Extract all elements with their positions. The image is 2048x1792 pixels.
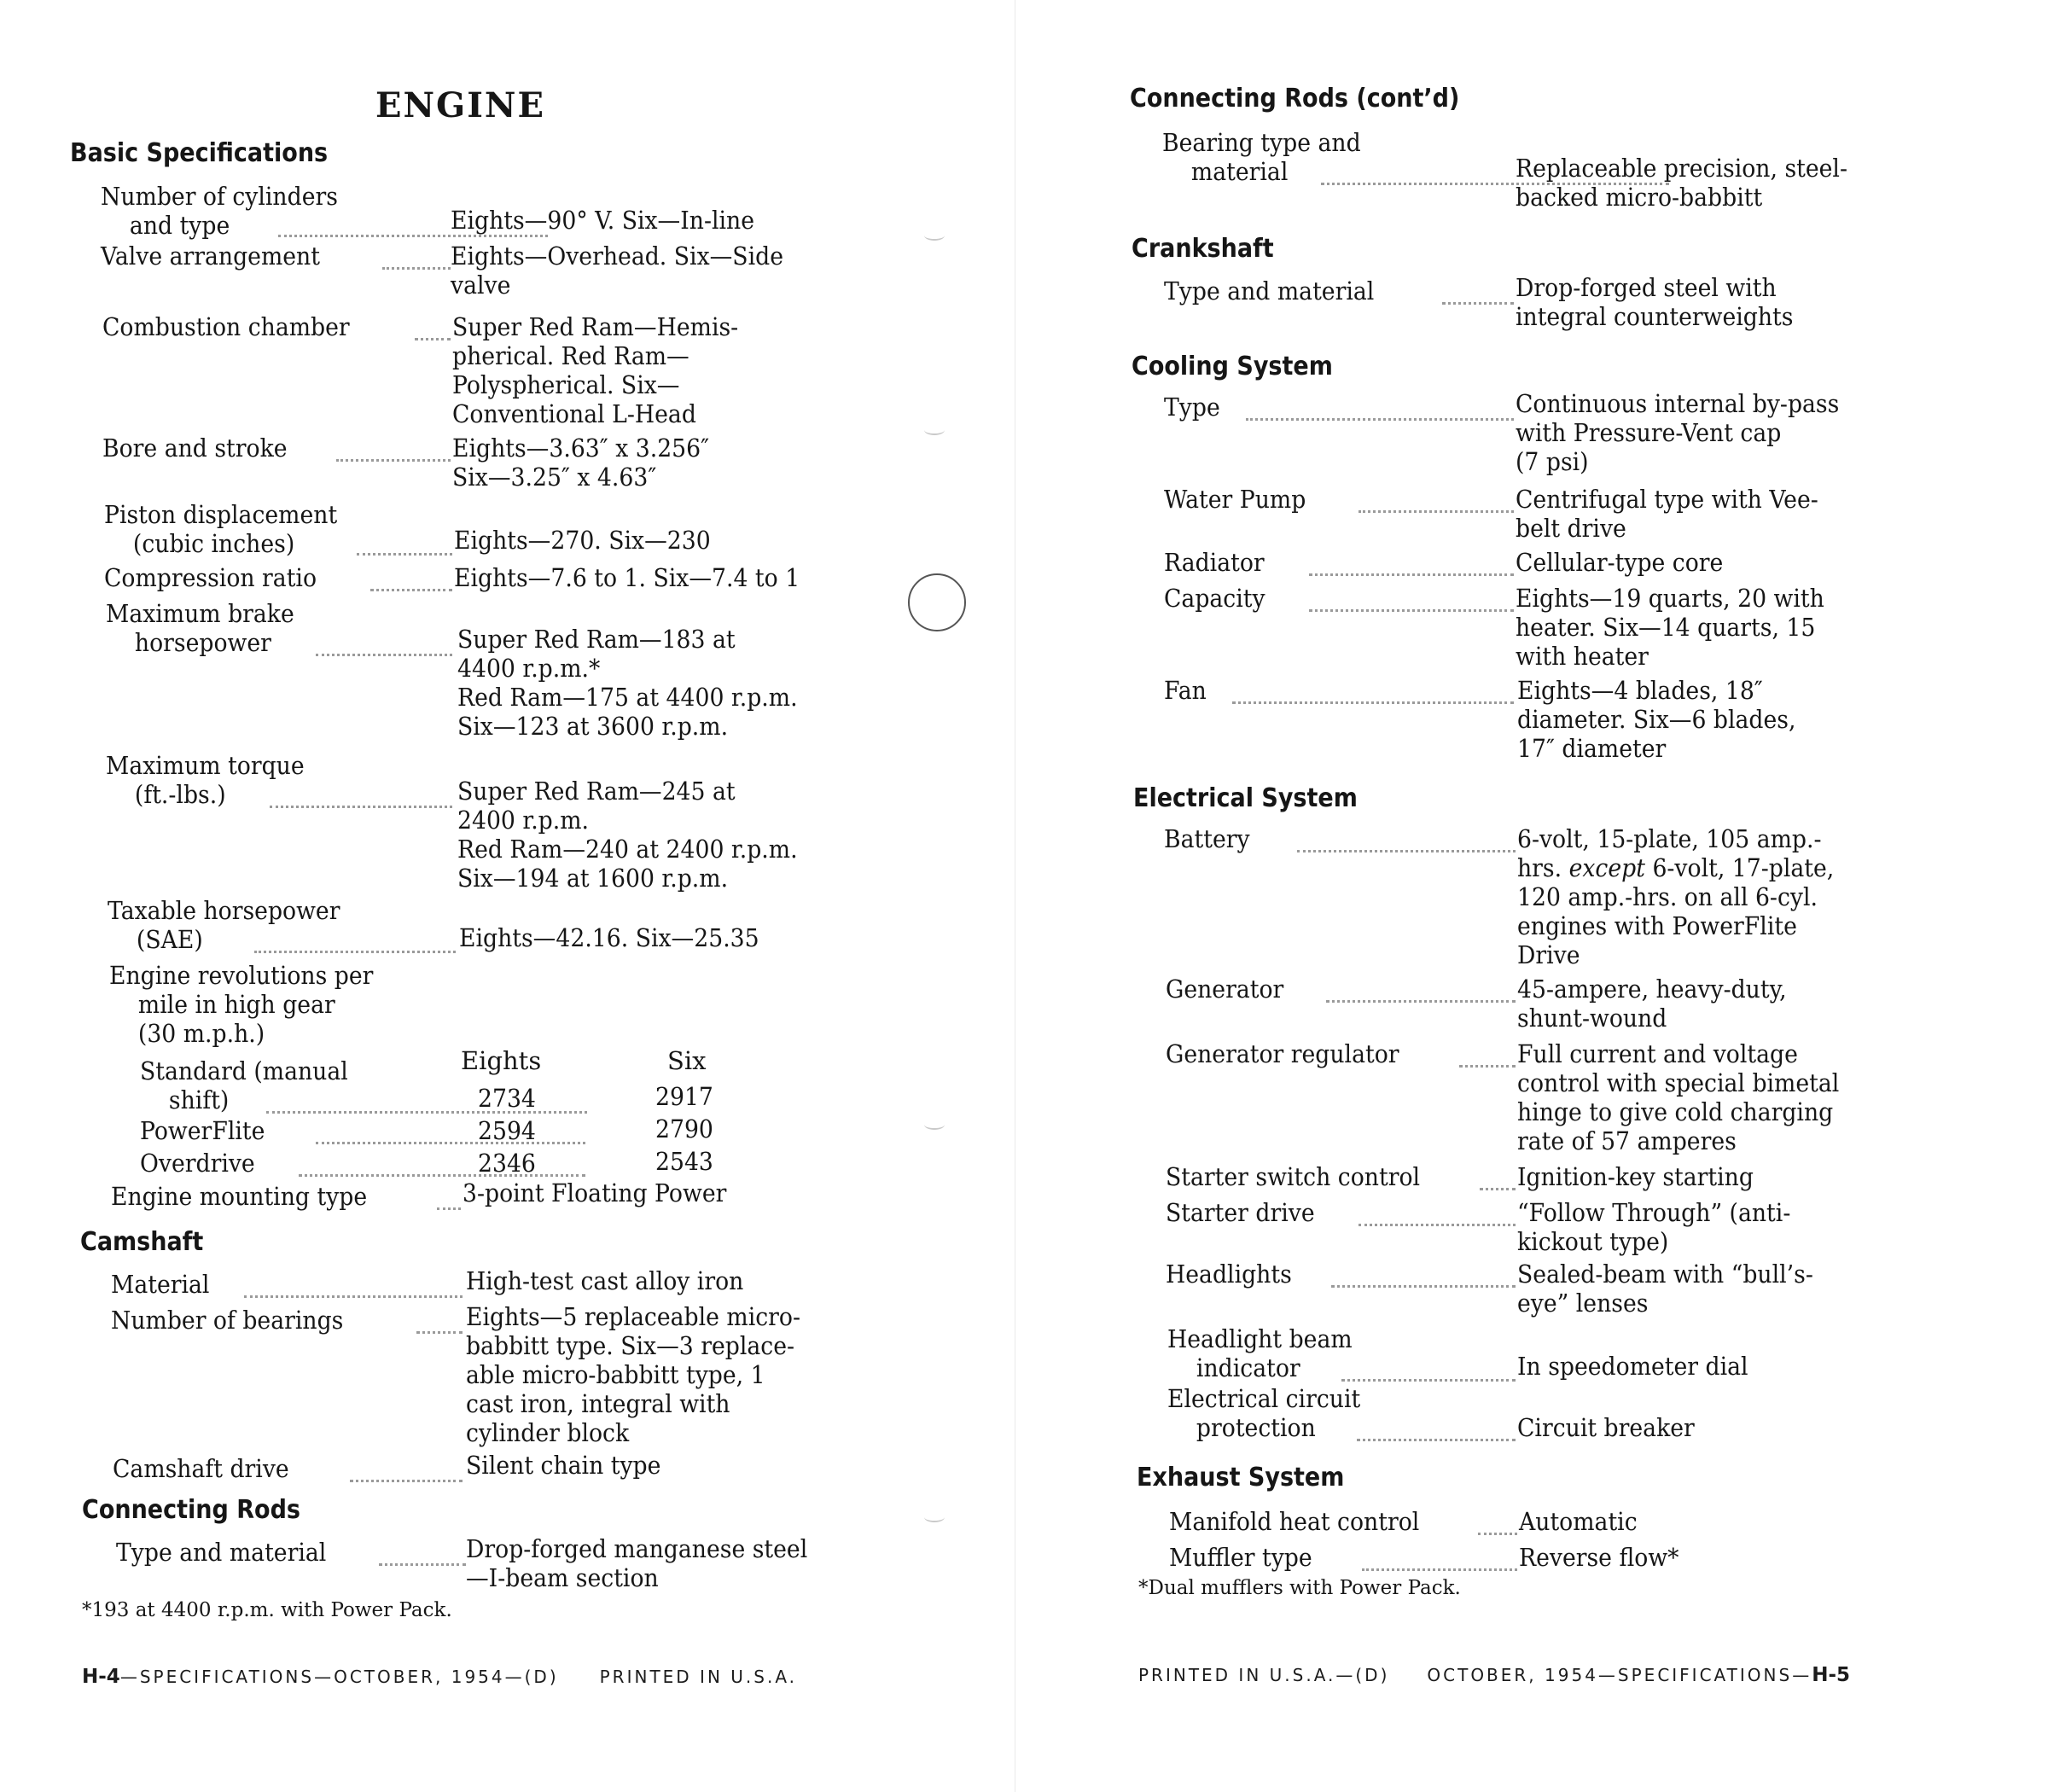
spec-value: “Follow Through” (anti- kickout type) — [1517, 1198, 1791, 1256]
table-row — [140, 1116, 823, 1145]
spec-row-fan — [1164, 676, 2017, 765]
battery-value-part: 6-volt, 15-plate, 105 amp.- hrs. — [1517, 824, 1822, 882]
page-title: ENGINE — [375, 85, 545, 125]
spec-label: Type and material — [116, 1538, 327, 1567]
spec-value — [1517, 824, 1834, 969]
spec-value: Eights—19 quarts, 20 with heater. Six—14 quarts, 15 with heater — [1516, 584, 1824, 671]
spec-value: Drop-forged manganese steel —I-beam section — [466, 1534, 808, 1592]
spec-label: Bore and stroke — [102, 433, 288, 463]
spec-value: Super Red Ram—Hemis- pherical. Red Ram— Polyspherical. Six— Conventional L-Head — [452, 312, 739, 428]
spec-label: Fan — [1164, 676, 1207, 705]
spec-value: Automatic — [1519, 1507, 1638, 1536]
spec-value: Full current and voltage control with special bimetal hinge to give cold charging rate of 57 amperes — [1517, 1039, 1840, 1155]
section-heading-connecting-rods: Connecting Rods — [82, 1495, 300, 1525]
spec-value: Eights—4 blades, 18″ diameter. Six—6 blades, 17″ diameter — [1517, 676, 1796, 763]
spec-label: Camshaft drive — [113, 1454, 289, 1483]
spec-value: Drop-forged steel with integral counterweights — [1516, 273, 1794, 331]
spec-row-generator-regulator — [1166, 1039, 2019, 1157]
spec-label: Generator — [1166, 975, 1284, 1004]
binder-mark — [924, 1120, 945, 1130]
footnote: *193 at 4400 r.p.m. with Power Pack. — [82, 1599, 452, 1621]
table-row — [140, 1149, 823, 1178]
binder-mark — [924, 230, 945, 241]
spec-value: Super Red Ram—183 at 4400 r.p.m.* Red Ram—175 at 4400 r.p.m. Six—123 at 3600 r.p.m. — [457, 625, 798, 741]
spec-row-muffler-type — [1169, 1543, 2022, 1572]
spec-row-water-pump — [1164, 485, 2017, 544]
spec-value: Sealed-beam with “bull’s- eye” lenses — [1517, 1260, 1813, 1318]
spec-label: Compression ratio — [104, 563, 317, 592]
page-footer — [82, 1666, 797, 1688]
footer-text: OCTOBER, 1954—SPECIFICATIONS— — [1427, 1665, 1812, 1685]
section-heading-connecting-rods-contd: Connecting Rods (cont’d) — [1130, 84, 1460, 113]
leader-dots — [270, 806, 452, 808]
spec-label: Starter switch control — [1166, 1162, 1421, 1191]
spec-row-headlight-beam — [1167, 1324, 2021, 1384]
spec-label: Piston displacement (cubic inches) — [104, 500, 338, 558]
table-header-eights: Eights — [461, 1046, 542, 1075]
spec-value: 3-point Floating Power — [463, 1178, 727, 1207]
spec-label: Starter drive — [1166, 1198, 1315, 1227]
spec-value: Circuit breaker — [1517, 1413, 1695, 1442]
leader-dots — [316, 654, 452, 656]
spec-label: Bearing type and material — [1162, 128, 1361, 186]
spec-row-camshaft-material — [111, 1266, 862, 1299]
section-heading-basic-specifications: Basic Specifications — [70, 138, 329, 168]
spec-row-camshaft-drive — [113, 1451, 864, 1483]
spec-row-bearing-type — [1162, 128, 2016, 212]
binder-mark — [924, 425, 945, 435]
right-page — [1024, 0, 2048, 1792]
spec-value: Eights—5 replaceable micro- babbitt type. Six—3 replace- able micro-babbitt type, 1 cast iron, integral with cylinder block — [466, 1302, 801, 1447]
spec-row-circuit-protection — [1167, 1384, 2021, 1444]
spec-value: Eights—42.16. Six—25.35 — [459, 923, 759, 952]
leader-dots — [1309, 609, 1514, 612]
leader-dots — [316, 1142, 585, 1144]
leader-dots — [1362, 1568, 1517, 1571]
spec-label: Electrical circuit protection — [1167, 1384, 1361, 1442]
section-heading-exhaust-system: Exhaust System — [1137, 1463, 1345, 1492]
leader-dots — [266, 1111, 587, 1114]
leader-dots — [370, 589, 452, 591]
leader-dots — [254, 951, 456, 953]
spec-label: Maximum brake horsepower — [106, 599, 294, 657]
spec-row-bore-stroke — [102, 433, 853, 493]
leader-dots — [1232, 701, 1514, 704]
spec-value: Silent chain type — [466, 1451, 661, 1480]
leader-dots — [350, 1480, 463, 1482]
leader-dots — [357, 553, 452, 556]
spec-row-engine-revolutions — [109, 961, 621, 1050]
footnote: *Dual mufflers with Power Pack. — [1138, 1577, 1461, 1599]
page-number: H-5 — [1812, 1664, 1851, 1686]
spec-label: Number of cylinders and type — [101, 182, 338, 240]
leader-dots — [1246, 418, 1514, 421]
gear-eights-value: 2346 — [478, 1149, 536, 1178]
spec-label: Muffler type — [1169, 1543, 1312, 1572]
leader-dots — [1459, 1065, 1516, 1068]
gear-label: PowerFlite — [140, 1116, 265, 1145]
table-row — [140, 1056, 823, 1114]
leader-dots — [336, 459, 451, 462]
spec-row-compression-ratio — [104, 563, 855, 597]
spec-label: Manifold heat control — [1169, 1507, 1420, 1536]
battery-value-part: 6-volt, 17-plate, 120 amp.-hrs. on all 6-cyl. engines with PowerFlite Drive — [1517, 853, 1835, 969]
leader-dots — [1359, 510, 1514, 513]
spec-value: Ignition-key starting — [1517, 1162, 1754, 1191]
spec-label: Battery — [1164, 824, 1250, 853]
footer-text: —SPECIFICATIONS—OCTOBER, 1954—(D) — [119, 1667, 559, 1687]
spec-row-starter-switch — [1166, 1162, 2019, 1191]
spec-row-valve-arrangement — [101, 241, 852, 301]
leader-dots — [244, 1295, 463, 1298]
spec-value: Reverse flow* — [1519, 1543, 1679, 1572]
binder-hole — [908, 573, 966, 631]
spec-label: Type — [1164, 393, 1220, 422]
spec-row-battery — [1164, 824, 2017, 973]
spec-label: Water Pump — [1164, 485, 1306, 514]
spec-label: Valve arrangement — [101, 241, 320, 271]
footer-printed: PRINTED IN U.S.A.—(D) — [1138, 1665, 1390, 1685]
section-heading-camshaft: Camshaft — [80, 1227, 204, 1257]
leader-dots — [1309, 573, 1514, 576]
spec-label: Maximum torque (ft.-lbs.) — [106, 751, 305, 809]
leader-dots — [1359, 1224, 1516, 1226]
spec-value: Eights—270. Six—230 — [454, 526, 711, 555]
spec-row-radiator — [1164, 548, 2017, 577]
spec-value: Cellular-type core — [1516, 548, 1724, 577]
spec-label: Type and material — [1164, 276, 1375, 305]
spec-row-cooling-type — [1164, 389, 2017, 481]
spec-row-cylinders — [101, 182, 852, 241]
leader-dots — [1442, 302, 1514, 305]
section-heading-crankshaft: Crankshaft — [1132, 234, 1274, 264]
leader-dots — [382, 267, 451, 270]
gear-eights-value: 2594 — [478, 1116, 536, 1145]
leader-dots — [415, 338, 451, 340]
page-footer — [1138, 1664, 1850, 1686]
spec-row-brake-horsepower — [106, 599, 857, 744]
spec-row-maximum-torque — [106, 751, 857, 896]
spec-label: Headlight beam indicator — [1167, 1324, 1353, 1382]
spec-value: High-test cast alloy iron — [466, 1266, 744, 1295]
spec-label: Number of bearings — [111, 1306, 344, 1335]
leader-dots — [1341, 1379, 1516, 1382]
spec-row-crankshaft-type — [1164, 273, 2017, 336]
spec-label: Material — [111, 1270, 210, 1299]
gear-label: Standard (manual shift) — [140, 1056, 348, 1114]
spec-label: Engine mounting type — [111, 1182, 368, 1211]
spec-row-generator — [1166, 975, 2019, 1034]
spec-row-piston-displacement — [104, 500, 855, 560]
spec-label: Capacity — [1164, 584, 1265, 613]
spec-value: 45-ampere, heavy-duty, shunt-wound — [1517, 975, 1787, 1033]
spec-label: Radiator — [1164, 548, 1265, 577]
spec-value: Centrifugal type with Vee- belt drive — [1516, 485, 1818, 543]
spec-row-combustion-chamber — [102, 312, 853, 432]
spec-value: Eights—Overhead. Six—Side valve — [451, 241, 783, 300]
leader-dots — [1480, 1188, 1516, 1190]
leader-dots — [379, 1563, 466, 1566]
spec-value: Eights—3.63″ x 3.256″ Six—3.25″ x 4.63″ — [452, 433, 710, 492]
spec-row-manifold-heat — [1169, 1507, 2022, 1536]
spec-label: Generator regulator — [1166, 1039, 1399, 1068]
spec-row-number-of-bearings — [111, 1302, 862, 1454]
footer-printed: PRINTED IN U.S.A. — [599, 1667, 798, 1687]
leader-dots — [278, 235, 548, 237]
gear-six-value: 2543 — [655, 1147, 713, 1176]
spec-value: Eights—7.6 to 1. Six—7.4 to 1 — [454, 563, 800, 592]
battery-value-emphasis: except — [1568, 853, 1645, 882]
gear-label: Overdrive — [140, 1149, 255, 1178]
spec-row-taxable-horsepower — [108, 896, 858, 956]
table-header-six: Six — [667, 1046, 707, 1075]
spec-value: In speedometer dial — [1517, 1352, 1748, 1381]
spec-row-headlights — [1166, 1260, 2019, 1319]
spec-row-starter-drive — [1166, 1198, 2019, 1258]
section-heading-cooling-system: Cooling System — [1132, 352, 1333, 381]
leader-dots — [299, 1174, 585, 1177]
spec-value: Super Red Ram—245 at 2400 r.p.m. Red Ram—240 at 2400 r.p.m. Six—194 at 1600 r.p.m. — [457, 777, 798, 893]
page-number: H-4 — [82, 1666, 120, 1688]
leader-dots — [437, 1207, 461, 1210]
spec-value: Eights—90° V. Six—In-line — [451, 206, 755, 235]
binder-mark — [924, 1512, 945, 1522]
spec-label: Taxable horsepower (SAE) — [108, 896, 340, 954]
section-heading-electrical-system: Electrical System — [1133, 783, 1358, 813]
spec-label: Combustion chamber — [102, 312, 350, 341]
spec-row-rods-type-material — [116, 1534, 884, 1597]
leader-dots — [1326, 1000, 1516, 1003]
spec-label: Headlights — [1166, 1260, 1292, 1289]
gear-six-value: 2917 — [655, 1082, 713, 1111]
spec-label: Engine revolutions per mile in high gear (30 m.p.h.) — [109, 961, 374, 1048]
gear-eights-value: 2734 — [478, 1084, 536, 1113]
leader-dots — [1357, 1439, 1516, 1441]
gear-six-value: 2790 — [655, 1114, 713, 1143]
leader-dots — [1297, 850, 1516, 852]
spec-row-capacity — [1164, 584, 2017, 672]
spec-row-engine-mounting — [111, 1178, 862, 1211]
leader-dots — [416, 1331, 463, 1334]
leader-dots — [1331, 1285, 1516, 1288]
leader-dots — [1478, 1533, 1517, 1535]
spec-value: Continuous internal by-pass with Pressure-Vent cap (7 psi) — [1516, 389, 1840, 476]
spec-value: Replaceable precision, steel- backed micro-babbitt — [1516, 154, 1847, 212]
